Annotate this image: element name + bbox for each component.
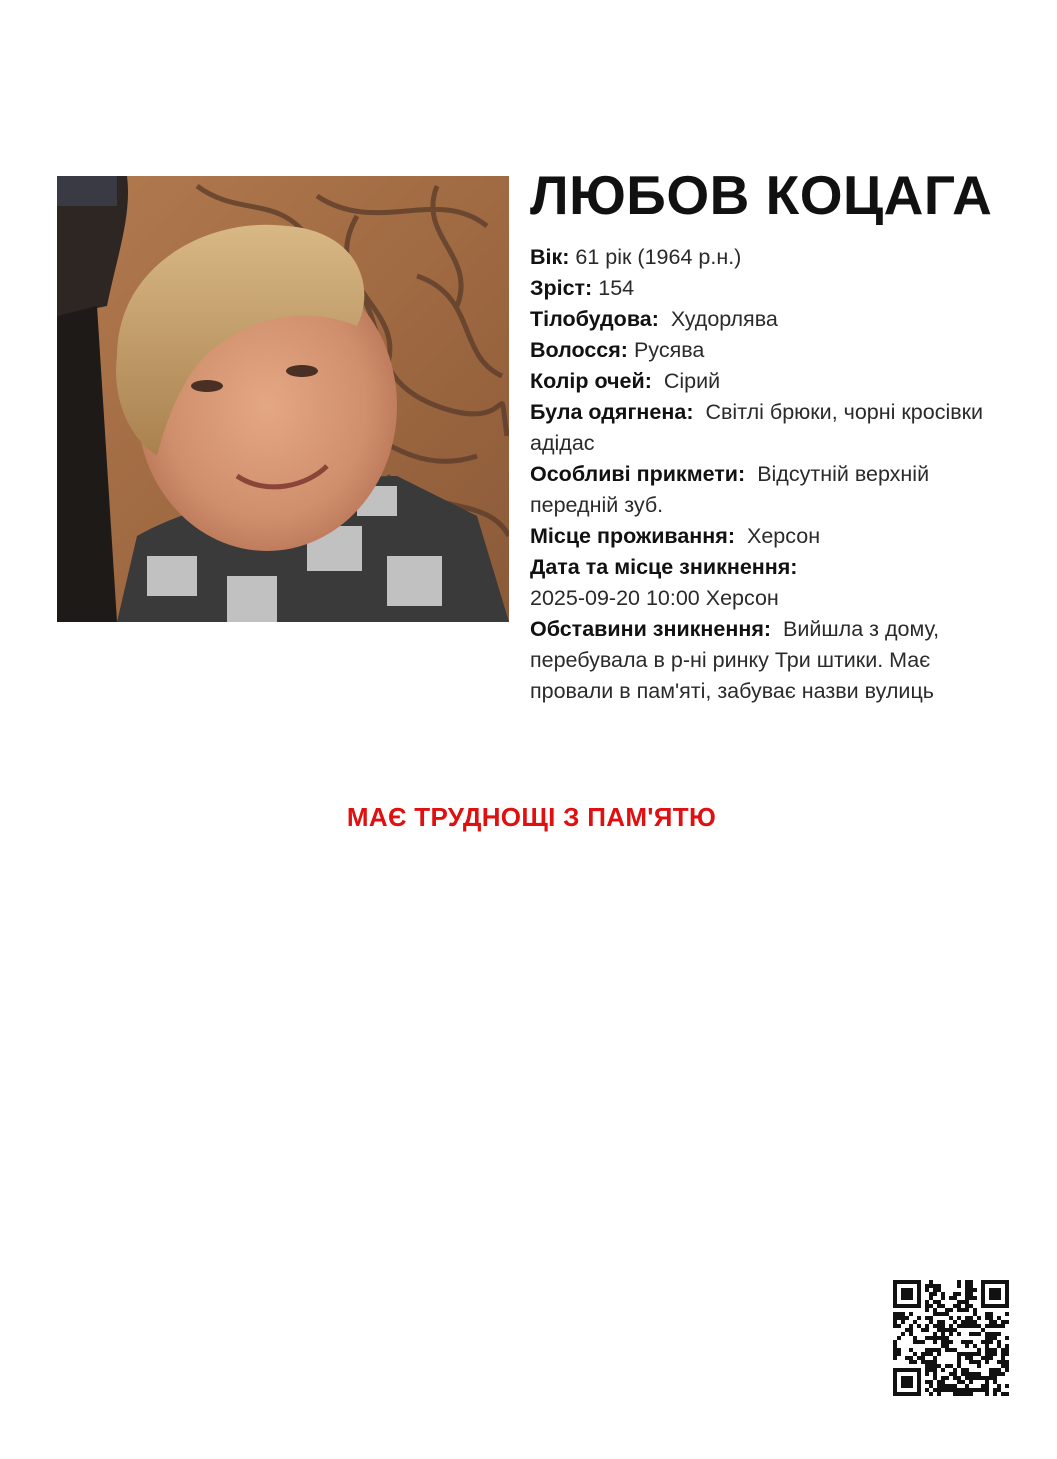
field-label: Особливі прикмети: [530,462,746,486]
memory-warning: МАЄ ТРУДНОЩІ З ПАМ'ЯТЮ [346,802,717,832]
field-label: Волосся: [530,338,628,362]
field-value: 154 [598,276,635,300]
field-value: Сірий [663,369,721,393]
field-label: Тілобудова: [530,307,659,331]
field-value: Відсутній верхній передній зуб. [530,462,930,517]
person-photo [57,176,509,622]
field-label: Була одягнена: [530,400,694,424]
field-label: Колір очей: [530,369,652,393]
field-eye-color [530,366,1000,397]
info-panel [530,160,1000,707]
field-residence [530,521,1000,552]
field-label: Зріст: [530,276,593,300]
field-clothing [530,397,1000,459]
field-value: Світлі брюки, чорні кросівки адідас [530,400,984,455]
field-value: Вийшла з дому, перебувала в р-ні ринку Три штики. Має провали в пам'яті, забуває назви вулиць [530,617,940,703]
field-build [530,304,1000,335]
field-label: Дата та місце зникнення: [530,555,798,579]
field-height [530,273,1000,304]
field-circumstances [530,614,1000,707]
field-value: Русява [633,338,705,362]
field-special-marks [530,459,1000,521]
field-hair [530,335,1000,366]
field-disappearance-date [530,552,1000,614]
qr-code-graphic [893,1280,1009,1396]
field-label: Місце проживання: [530,524,735,548]
field-value: 61 рік (1964 р.н.) [575,245,742,269]
field-value: 2025-09-20 10:00 Херсон [530,586,779,610]
field-label: Вік: [530,245,570,269]
field-age [530,242,1000,273]
field-value: Херсон [747,524,821,548]
portrait-photo-icon [57,176,509,622]
qr-code-icon[interactable] [893,1280,1009,1396]
field-value: Худорлява [670,307,778,331]
person-name: ЛЮБОВ КОЦАГА [530,164,993,226]
field-label: Обставини зникнення: [530,617,772,641]
